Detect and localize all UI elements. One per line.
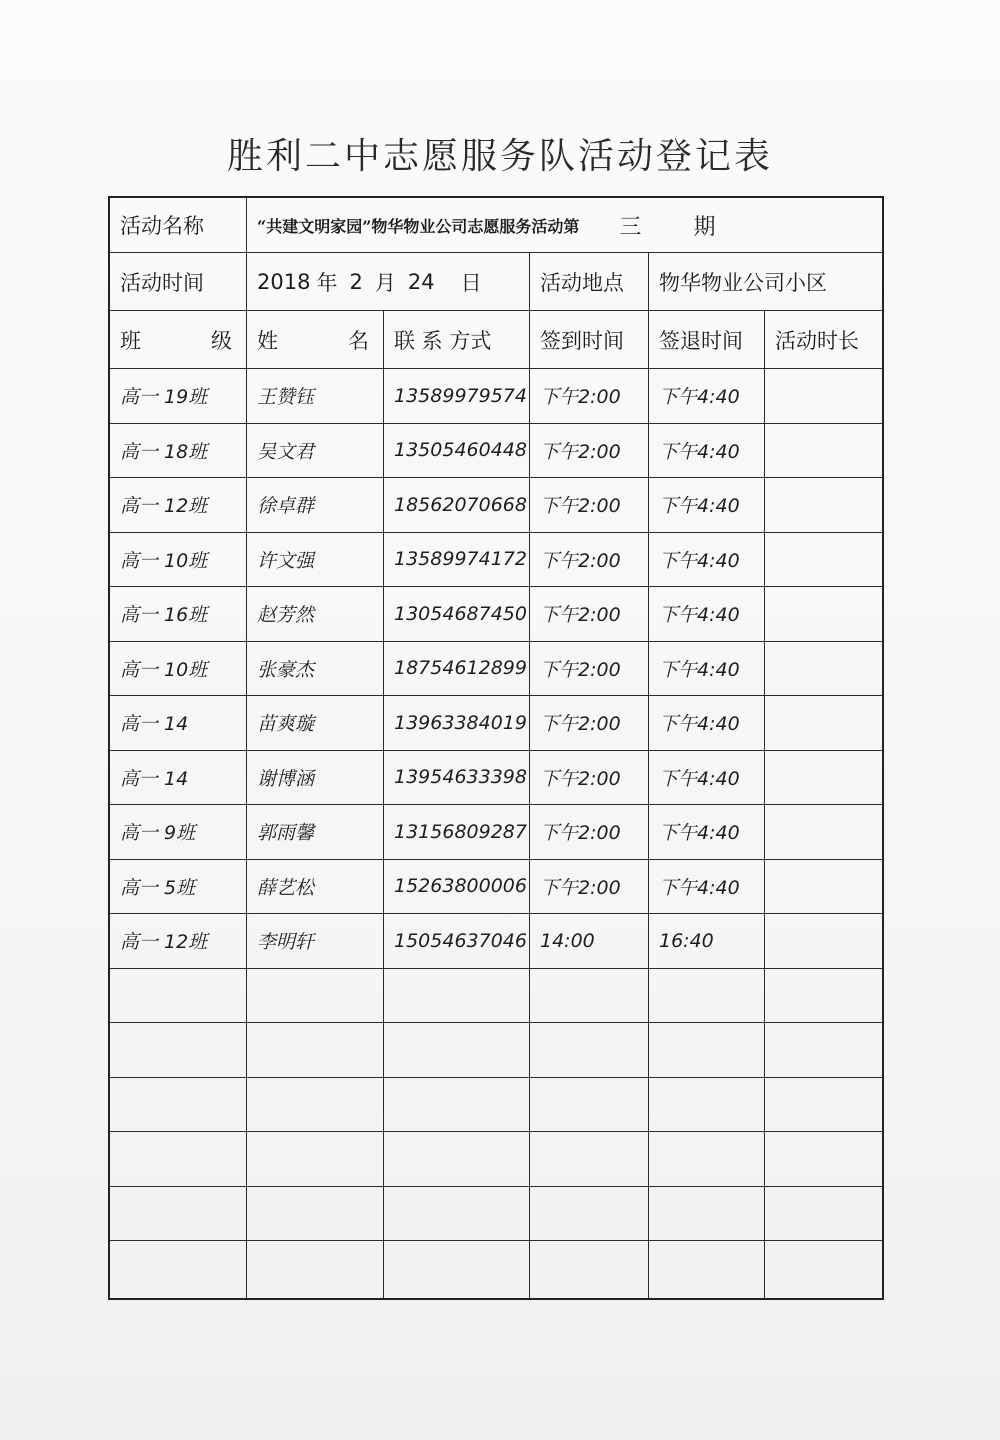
cell-name: 吴文君 [247, 424, 384, 479]
location-value: 物华物业公司小区 [649, 253, 884, 311]
activity-date [247, 253, 530, 311]
cell-sign-in [530, 1023, 649, 1078]
cell-name: 王赞钰 [247, 369, 384, 424]
cell-sign-out [649, 1241, 765, 1298]
cell-sign-out: 下午4:40 [649, 478, 765, 533]
cell-duration [765, 696, 884, 751]
cell-class: 高一 10班 [110, 533, 247, 588]
cell-phone [384, 1078, 530, 1133]
cell-duration [765, 1187, 884, 1242]
cell-sign-in [530, 1187, 649, 1242]
cell-class: 高一 5班 [110, 860, 247, 915]
cell-phone: 13589979574 [384, 369, 530, 424]
cell-phone [384, 1132, 530, 1187]
cell-sign-out [649, 1078, 765, 1133]
cell-sign-in: 下午2:00 [530, 369, 649, 424]
cell-name [247, 1078, 384, 1133]
date-day-unit: 日 [460, 270, 482, 295]
header-duration: 活动时长 [765, 311, 884, 369]
cell-sign-in: 下午2:00 [530, 860, 649, 915]
cell-phone: 15263800006 [384, 860, 530, 915]
cell-class: 高一 14 [110, 751, 247, 806]
cell-phone: 13954633398 [384, 751, 530, 806]
cell-duration [765, 533, 884, 588]
cell-sign-in: 下午2:00 [530, 533, 649, 588]
cell-sign-in: 下午2:00 [530, 424, 649, 479]
cell-duration [765, 805, 884, 860]
cell-duration [765, 860, 884, 915]
cell-class [110, 1078, 247, 1133]
cell-sign-out: 16:40 [649, 914, 765, 969]
cell-sign-in: 下午2:00 [530, 805, 649, 860]
period-unit: 期 [693, 214, 716, 240]
header-class-a: 班 [120, 328, 141, 353]
cell-sign-in [530, 1241, 649, 1298]
date-month-unit: 月 [374, 270, 396, 295]
cell-phone: 13589974172 [384, 533, 530, 588]
cell-phone [384, 969, 530, 1024]
header-sign-out: 签退时间 [649, 311, 765, 369]
cell-name [247, 969, 384, 1024]
cell-duration [765, 1132, 884, 1187]
cell-sign-out [649, 969, 765, 1024]
cell-phone [384, 1241, 530, 1298]
cell-phone: 18562070668 [384, 478, 530, 533]
cell-sign-in: 下午2:00 [530, 696, 649, 751]
cell-name [247, 1132, 384, 1187]
cell-sign-in: 下午2:00 [530, 587, 649, 642]
cell-sign-out: 下午4:40 [649, 751, 765, 806]
cell-phone: 13054687450 [384, 587, 530, 642]
cell-duration [765, 1241, 884, 1298]
activity-name-cell [247, 198, 884, 253]
activity-time-label: 活动时间 [110, 253, 247, 311]
header-sign-in: 签到时间 [530, 311, 649, 369]
period-number: 三 [619, 214, 642, 240]
cell-sign-out [649, 1187, 765, 1242]
cell-sign-out: 下午4:40 [649, 805, 765, 860]
cell-name: 赵芳然 [247, 587, 384, 642]
cell-sign-out: 下午4:40 [649, 533, 765, 588]
date-day: 24 [407, 269, 435, 294]
cell-phone: 15054637046 [384, 914, 530, 969]
cell-duration [765, 969, 884, 1024]
cell-class: 高一 10班 [110, 642, 247, 697]
cell-class [110, 1241, 247, 1298]
cell-sign-out: 下午4:40 [649, 860, 765, 915]
cell-phone: 13963384019 [384, 696, 530, 751]
cell-duration [765, 587, 884, 642]
cell-class: 高一 16班 [110, 587, 247, 642]
cell-name: 薛艺松 [247, 860, 384, 915]
cell-phone: 18754612899 [384, 642, 530, 697]
cell-name [247, 1187, 384, 1242]
cell-class: 高一 12班 [110, 914, 247, 969]
cell-duration [765, 369, 884, 424]
cell-sign-out: 下午4:40 [649, 587, 765, 642]
cell-duration [765, 751, 884, 806]
cell-duration [765, 914, 884, 969]
cell-sign-out: 下午4:40 [649, 369, 765, 424]
header-class [110, 311, 247, 369]
cell-name: 郭雨馨 [247, 805, 384, 860]
date-year: 2018 [257, 269, 311, 294]
cell-phone: 13156809287 [384, 805, 530, 860]
cell-name [247, 1241, 384, 1298]
cell-sign-out: 下午4:40 [649, 696, 765, 751]
form-title: 胜利二中志愿服务队活动登记表 [226, 136, 773, 177]
header-name [247, 311, 384, 369]
date-year-unit: 年 [316, 270, 338, 295]
cell-name: 谢博涵 [247, 751, 384, 806]
cell-duration [765, 1078, 884, 1133]
cell-name: 苗爽璇 [247, 696, 384, 751]
cell-sign-in: 下午2:00 [530, 751, 649, 806]
cell-name: 李明轩 [247, 914, 384, 969]
cell-class [110, 1187, 247, 1242]
cell-duration [765, 642, 884, 697]
cell-class: 高一 19班 [110, 369, 247, 424]
cell-phone [384, 1023, 530, 1078]
location-label: 活动地点 [530, 253, 649, 311]
cell-class: 高一 9班 [110, 805, 247, 860]
cell-class [110, 1023, 247, 1078]
cell-phone [384, 1187, 530, 1242]
cell-duration [765, 478, 884, 533]
cell-sign-out [649, 1023, 765, 1078]
cell-name: 许文强 [247, 533, 384, 588]
cell-name [247, 1023, 384, 1078]
cell-sign-in [530, 969, 649, 1024]
header-contact: 联 系 方式 [384, 311, 530, 369]
cell-sign-in: 下午2:00 [530, 478, 649, 533]
cell-sign-in [530, 1078, 649, 1133]
cell-name: 张豪杰 [247, 642, 384, 697]
cell-sign-out [649, 1132, 765, 1187]
cell-class: 高一 14 [110, 696, 247, 751]
cell-class: 高一 12班 [110, 478, 247, 533]
registration-form [108, 196, 884, 1300]
activity-name-label: 活动名称 [110, 198, 247, 253]
cell-sign-in: 下午2:00 [530, 642, 649, 697]
cell-sign-in: 14:00 [530, 914, 649, 969]
cell-phone: 13505460448 [384, 424, 530, 479]
header-name-a: 姓 [257, 328, 278, 353]
activity-name-value: “共建文明家园”物华物业公司志愿服务活动第 [257, 216, 580, 236]
cell-class: 高一 18班 [110, 424, 247, 479]
cell-duration [765, 424, 884, 479]
cell-sign-out: 下午4:40 [649, 424, 765, 479]
date-month: 2 [349, 269, 363, 294]
header-class-b: 级 [211, 328, 232, 353]
cell-class [110, 1132, 247, 1187]
cell-class [110, 969, 247, 1024]
header-name-b: 名 [348, 328, 369, 353]
cell-duration [765, 1023, 884, 1078]
cell-sign-out: 下午4:40 [649, 642, 765, 697]
cell-sign-in [530, 1132, 649, 1187]
cell-name: 徐卓群 [247, 478, 384, 533]
